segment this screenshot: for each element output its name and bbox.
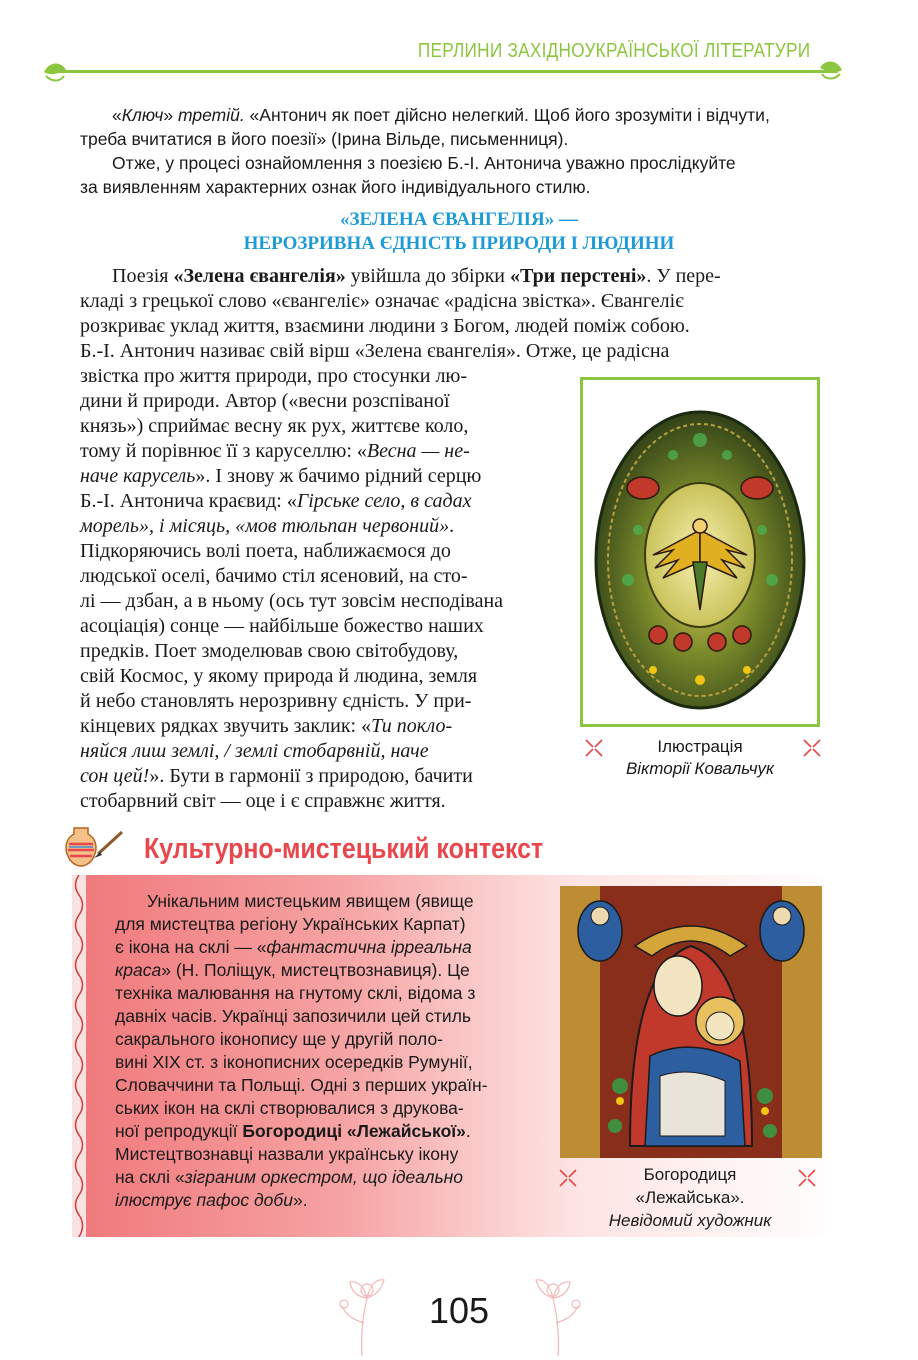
culture-line-5: техніка малювання на гнутому склі, відома з (115, 983, 476, 1003)
body-line-20: няйся лиш землі, / землі стобарвній, наче (80, 740, 429, 762)
culture-line-6: давніх часів. Українці запозичили цей стиль (115, 1006, 472, 1026)
body-line-21: сон цей!». Бути в гармонії з природою, бачити (80, 765, 473, 787)
body-line-3: розкриває уклад життя, взаємини людини з Богом, людей поміж собою. (80, 315, 690, 337)
body-line-2: кладі з грецької слово «євангеліє» означає «радісна звістка». Євангеліє (80, 290, 684, 312)
culture-line-7: сакрального іконопису ще у другій поло- (115, 1029, 444, 1049)
illustration-caption-line-1: Ілюстрація (657, 737, 743, 756)
caption-ornament-right-1 (802, 738, 822, 758)
body-line-15: асоціація) сонце — найбільше божество наших (80, 615, 484, 637)
intro-paragraph-2-line-1: Отже, у процесі ознайомлення з поезією Б.-І. Антонича уважно прослідкуйте (112, 153, 736, 173)
page-number: 105 (428, 1290, 490, 1331)
culture-line-12: Мистецтвознавці назвали українську ікону (115, 1144, 459, 1164)
body-line-5: звістка про життя природи, про стосунки лю- (80, 365, 468, 387)
caption-ornament-right-2 (797, 1168, 817, 1188)
body-line-4: Б.-І. Антонич називає свій вірш «Зелена євангелія». Отже, це радісна (80, 340, 670, 362)
leaf-ornament-left (40, 58, 70, 84)
icon-painting-frame (560, 886, 822, 1158)
culture-line-11: ної репродукції Богородиці «Лежайської». (115, 1121, 471, 1141)
body-line-22: стобарвний світ — оце і є справжнє життя. (80, 790, 446, 812)
culture-line-10: ських ікон на склі створювалися з друкова- (115, 1098, 464, 1118)
section-title-line-1: «ЗЕЛЕНА ЄВАНГЕЛІЯ» — (340, 209, 578, 230)
body-line-6: дини й природи. Автор («весни розспіваної (80, 390, 450, 412)
illustration-caption-line-2: Вікторії Ковальчук (625, 759, 775, 778)
culture-line-4: краса» (Н. Поліщук, мистецтвознавиця). Це (115, 960, 470, 980)
culture-line-13: на склі «зіграним оркестром, що ідеально (115, 1167, 464, 1187)
culture-line-2: для мистецтва регіону Українських Карпат) (115, 914, 466, 934)
illustration-frame (580, 377, 820, 727)
pysanka-illustration (583, 380, 817, 724)
leaf-ornament-right (816, 56, 846, 82)
culture-line-14: ілюструє пафос доби». (115, 1190, 308, 1210)
vase-brush-icon (64, 822, 126, 874)
body-line-13: людської оселі, бачимо стіл ясеновий, на сто- (80, 565, 468, 587)
body-line-10: Б.-І. Антонича краєвид: «Гірське село, в садах (80, 490, 472, 512)
body-line-7: князь») сприймає весну як рух, життєве коло, (80, 415, 469, 437)
intro-paragraph-1-line-1: «Ключ» третій. «Антонич як поет дійсно нелегкий. Щоб його зрозуміти і відчути, (112, 105, 770, 125)
culture-line-1: Унікальним мистецьким явищем (явище (147, 891, 474, 911)
body-line-1: Поезія «Зелена євангелія» увійшла до збірки «Три перстені». У пере- (112, 265, 721, 287)
embroidery-border (72, 875, 86, 1237)
body-line-18: й небо становлять нерозривну єдність. У при- (80, 690, 472, 712)
body-line-16: предків. Поет змоделював свою світобудову, (80, 640, 459, 662)
culture-line-3: є ікона на склі — «фантастична ірреальна (115, 937, 472, 957)
body-line-11: морель», і місяць, «мов тюльпан червоний». (80, 515, 455, 537)
culture-line-9: Словаччини та Польщі. Одні з перших україн- (115, 1075, 488, 1095)
caption-ornament-left-2 (558, 1168, 578, 1188)
icon-caption-line-3: Невідомий художник (608, 1211, 772, 1230)
running-head: ПЕРЛИНИ ЗАХІДНОУКРАЇНСЬКОЇ ЛІТЕРАТУРИ (417, 40, 810, 62)
intro-paragraph-2-line-2: за виявленням характерних ознак його індивідуального стилю. (80, 177, 591, 197)
icon-caption-line-2: «Лежайська». (635, 1188, 745, 1207)
body-line-12: Підкоряючись волі поета, наближаємося до (80, 540, 451, 562)
culture-section-title: Культурно-мистецький контекст (144, 833, 544, 865)
icon-on-glass-painting (560, 886, 822, 1158)
body-line-17: свій Космос, у якому природа й людина, земля (80, 665, 478, 687)
body-line-19: кінцевих рядках звучить заклик: «Ти покло- (80, 715, 453, 737)
intro-paragraph-1-line-2: треба вчитатися в його поезії» (Ірина Вільде, письменниця). (80, 129, 569, 149)
body-line-9: наче карусель». І знову ж бачимо рідний серцю (80, 465, 482, 487)
body-line-14: лі — дзбан, а в ньому (ось тут зовсім несподівана (80, 590, 504, 612)
body-line-8: тому й порівнює її з каруселлю: «Весна — не- (80, 440, 470, 462)
culture-line-8: вині XIX ст. з іконописних осередків Румунії, (115, 1052, 473, 1072)
header-rule (48, 70, 838, 73)
icon-caption-line-1: Богородиця (643, 1165, 737, 1184)
section-title-line-2: НЕРОЗРИВНА ЄДНІСТЬ ПРИРОДИ І ЛЮДИНИ (243, 233, 675, 254)
